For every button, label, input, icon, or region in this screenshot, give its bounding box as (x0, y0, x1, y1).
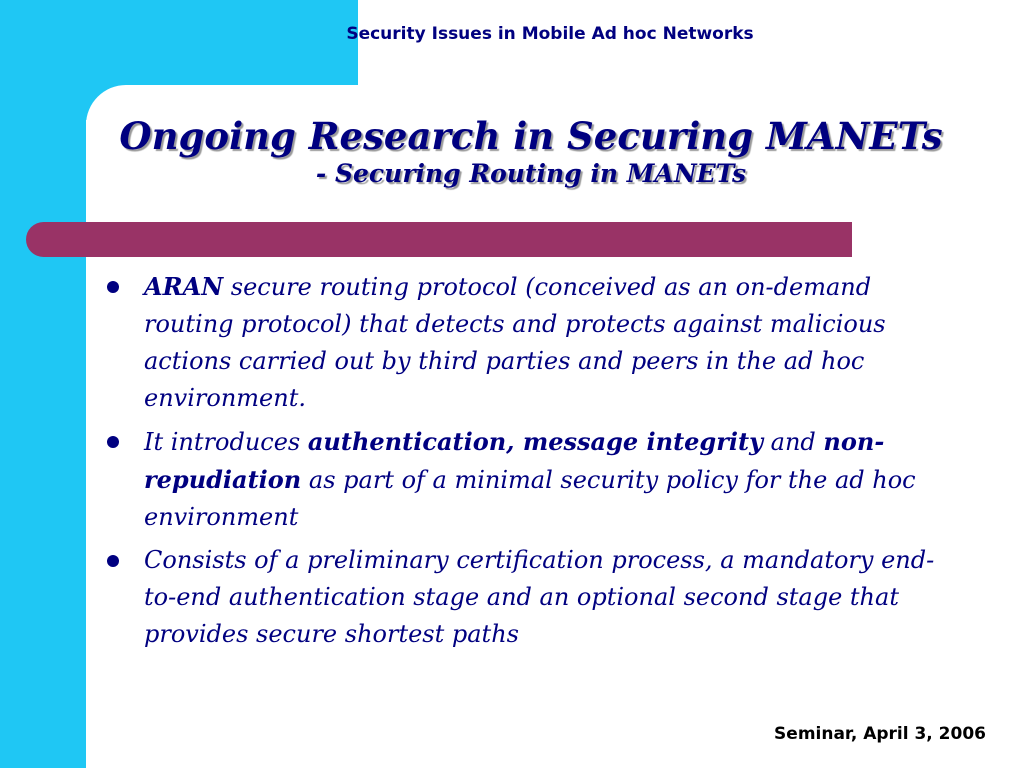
bullet-list (104, 268, 954, 659)
title-block (86, 112, 976, 188)
bullet-text: and (763, 428, 824, 456)
bullet-item (104, 542, 954, 653)
bullet-item (104, 423, 954, 536)
bullet-item (104, 268, 954, 417)
bullet-dot-icon (107, 555, 119, 567)
slide-subtitle: - Securing Routing in MANETs (315, 159, 747, 188)
divider-bar (26, 222, 852, 257)
footer-text: Seminar, April 3, 2006 (774, 724, 986, 744)
header-title: Security Issues in Mobile Ad hoc Networks (346, 24, 754, 44)
bullet-text: secure routing protocol (conceived as an on-demand routing protocol) that detects and protects against malicious actions carried out by third parties and peers in the ad hoc environment. (144, 273, 886, 412)
bullet-dot-icon (107, 281, 119, 293)
bullet-emphasis: authentication, message integrity (307, 427, 764, 456)
bullet-dot-icon (107, 436, 119, 448)
bullet-text: It introduces (144, 428, 308, 456)
bullet-text: as part of a minimal security policy for the ad hoc environment (144, 466, 916, 531)
bullet-emphasis: non-repudiation (144, 427, 885, 494)
slide-title: Ongoing Research in Securing MANETs (119, 114, 943, 158)
cyan-left-band (0, 0, 86, 768)
bullet-text: Consists of a preliminary certification process, a mandatory end-to-end authentication stage and an optional second stage that provides secure shortest paths (144, 546, 935, 648)
bullet-lead: ARAN (144, 272, 224, 301)
